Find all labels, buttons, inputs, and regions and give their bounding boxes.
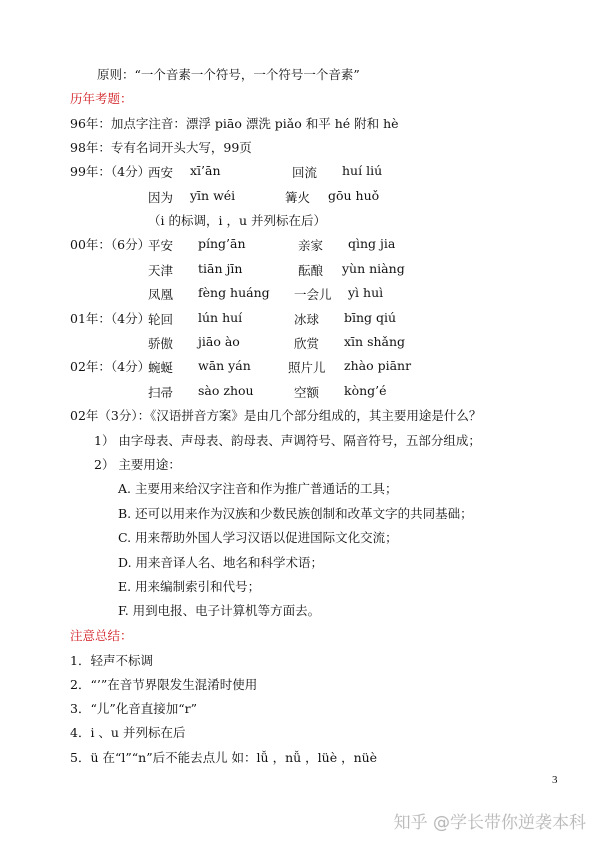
exam-02-question: 02年（3分）：《汉语拼音方案》是由几个部分组成的，其主要用途是什么？	[70, 408, 482, 423]
watermark: 知乎 @学长带你逆袭本科	[393, 813, 586, 833]
exam-98-line: 98年：专有名词开头大写，99页	[70, 140, 252, 155]
note-item: 5．ü 在“l”“n”后不能去点儿 如：lǚ ，nǚ ，lüè ，nüè	[70, 750, 378, 765]
pinyin: gōu huǒ	[328, 188, 380, 203]
word: 照片儿	[288, 360, 326, 375]
page-number: 3	[552, 774, 558, 786]
note-item: 2．“’”在音节界限发生混淆时使用	[70, 677, 258, 692]
pinyin: wān yán	[198, 358, 251, 373]
pinyin: tiān jīn	[198, 261, 243, 276]
word: 空额	[294, 385, 320, 400]
use-item: C. 用来帮助外国人学习汉语以促进国际文化交流；	[118, 530, 398, 545]
pinyin: fèng huáng	[198, 285, 270, 300]
principle-line: 原则：“一个音素一个符号，一个符号一个音素”	[97, 67, 360, 82]
word: 蜿蜒	[148, 360, 174, 375]
exam-96-line: 96年：加点字注音：漂浮 piāo 漂洗 piǎo 和平 hé 附和 hè	[70, 116, 399, 131]
word: 欣赏	[294, 336, 320, 351]
note-item: 3．“儿”化音直接加“r”	[70, 701, 197, 716]
use-item: A. 主要用来给汉字注音和作为推广普通话的工具；	[118, 481, 398, 496]
note-item: 1．轻声不标调	[70, 653, 153, 668]
answer-1: 1） 由字母表、声母表、韵母表、声调符号、隔音符号，五部分组成；	[94, 433, 481, 448]
pinyin: huí liú	[342, 163, 383, 178]
use-item: F. 用到电报、电子计算机等方面去。	[118, 603, 321, 618]
pinyin: bīng qiú	[344, 310, 397, 325]
pinyin: kòng’é	[344, 383, 387, 398]
word: 一会儿	[294, 287, 332, 302]
pinyin: yīn wéi	[190, 188, 236, 203]
exam-00-label: 00年：（6分）	[70, 237, 151, 252]
pinyin: píng’ān	[198, 236, 246, 251]
pinyin: sào zhou	[198, 383, 254, 398]
pinyin: xīn shǎng	[344, 334, 406, 349]
answer-2: 2） 主要用途：	[94, 457, 181, 472]
word: 西安	[148, 165, 174, 180]
word: 平安	[148, 238, 174, 253]
word: 骄傲	[148, 336, 174, 351]
exam-99-label: 99年：（4分）	[70, 164, 151, 179]
past-exams-heading: 历年考题：	[70, 91, 133, 106]
word: 因为	[148, 190, 174, 205]
notes-heading: 注意总结：	[70, 628, 133, 643]
exam-99-note: （i 的标调，i ，u 并列标在后）	[148, 213, 326, 228]
pinyin: xī’ān	[190, 163, 221, 178]
use-item: B. 还可以用来作为汉族和少数民族创制和改革文字的共同基础；	[118, 506, 473, 521]
word: 轮回	[148, 312, 174, 327]
pinyin: yì huì	[348, 285, 384, 300]
word: 扫帚	[148, 385, 174, 400]
word: 冰球	[294, 312, 320, 327]
note-item: 4．i 、u 并列标在后	[70, 725, 186, 740]
word: 回流	[292, 165, 318, 180]
pinyin: jiāo ào	[198, 334, 240, 349]
use-item: D. 用来音译人名、地名和科学术语；	[118, 555, 324, 570]
pinyin: zhào piānr	[344, 358, 412, 373]
word: 凤凰	[148, 287, 174, 302]
word: 亲家	[298, 238, 324, 253]
use-item: E. 用来编制索引和代号；	[118, 579, 261, 594]
exam-01-label: 01年：（4分）	[70, 311, 151, 326]
word: 篝火	[285, 190, 311, 205]
exam-02-label: 02年：（4分）	[70, 359, 151, 374]
word: 酝酿	[298, 263, 324, 278]
word: 天津	[148, 263, 174, 278]
pinyin: qìng jia	[348, 236, 396, 251]
pinyin: yùn niàng	[342, 261, 405, 276]
pinyin: lún huí	[198, 310, 243, 325]
